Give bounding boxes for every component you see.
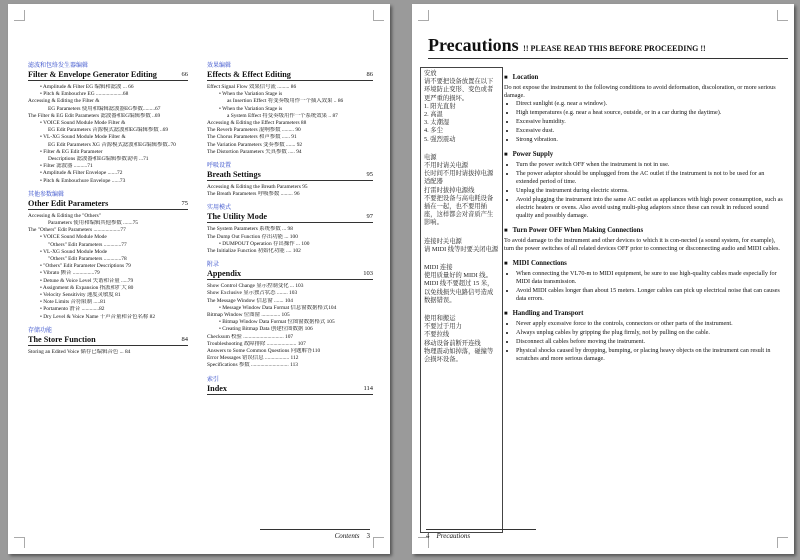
precaution-section [504, 74, 784, 144]
section-heading[interactable] [207, 384, 373, 395]
section-heading[interactable] [207, 70, 373, 81]
toc-entry[interactable]: • VOICE Sound Module Mode [40, 234, 107, 241]
toc-entry[interactable]: The Variation Parameters 变奏参数 ....... 92 [207, 141, 303, 148]
toc-entry[interactable]: The Distortion Parameters 失真参数 ..... 94 [207, 148, 302, 155]
toc-entry[interactable]: Accessing & Editing the "Others" [28, 212, 101, 219]
bullet-square-icon: ■ [504, 228, 508, 234]
precaution-heading [504, 74, 784, 81]
precaution-item: • Excessive dust. [516, 127, 784, 135]
toc-entry[interactable]: • Portamento 滑音 .............82 [40, 306, 105, 313]
section-page-number: 103 [363, 270, 373, 278]
toc-entry[interactable]: Accessing & Editing the Breath Parameters 95 [207, 184, 308, 191]
section-chinese-title: 索引 [207, 376, 220, 383]
toc-entry[interactable]: Troubleshooting 故障排除 ...................... 107 [207, 340, 306, 347]
title-text: Precautions [428, 35, 519, 55]
chinese-note: 连接时关电源 请 MIDI 线等时要关闭电源 [424, 237, 499, 253]
section-title: The Store Function [28, 334, 96, 344]
toc-entry[interactable]: • VL-XG Sound Module Mode [40, 248, 108, 255]
section-chinese-title: 滤波和包络发生器编辑 [28, 63, 89, 69]
crop-mark [373, 537, 384, 548]
contents-page [8, 4, 390, 554]
section-page-number: 75 [181, 199, 188, 207]
section-heading[interactable] [207, 269, 373, 280]
toc-entry[interactable]: • VL-XG Sound Module Mode Filter & [40, 134, 126, 141]
section-chinese-title: 附录 [207, 262, 220, 269]
chinese-notes-box [420, 67, 503, 533]
section-title: Filter & Envelope Generator Editing [28, 70, 157, 79]
section-title: Other Edit Parameters [28, 198, 109, 208]
section-heading[interactable] [207, 212, 373, 223]
precaution-item: • Unplug the instrument during electric storms. [516, 187, 784, 195]
section-title: Effects & Effect Editing [207, 70, 291, 79]
toc-entry[interactable]: Bitmap Window 位图窗 .............. 105 [207, 312, 290, 319]
toc-entry[interactable]: Show Exclusive 显示独占状态 ........ 103 [207, 290, 298, 297]
toc-entry[interactable]: as Insertion Effect 将变奏级用作一个插入效果 .. 86 [227, 98, 344, 105]
title-subtitle: !! PLEASE READ THIS BEFORE PROCEEDING !! [523, 44, 706, 53]
page-number: 3 [366, 532, 370, 540]
toc-section [28, 327, 188, 356]
precaution-item: • Avoid plugging the instrument into the same AC outlet as appliances with high power consumption, such as electric heaters or ovens. Also avoid using multi-plug adaptors since these can result in reduced sound quality and possibly damage. [516, 196, 784, 220]
toc-entry[interactable]: • DUMPOUT Operation 存出操作 ... 100 [219, 240, 310, 247]
toc-entry[interactable]: • "Others" Edit Parameter Descriptions 79 [40, 263, 131, 270]
toc-entry[interactable]: The Initialize Function 初始化功能 .... 102 [207, 248, 301, 255]
precaution-section [504, 260, 784, 303]
toc-section [207, 261, 373, 369]
precaution-heading-text: MIDI Connections [512, 260, 567, 267]
toc-entry[interactable]: • Filter & EG Edit Parameter [40, 148, 103, 155]
toc-entry[interactable]: • Assignment & Expansion 指派和扩大 80 [40, 284, 134, 291]
precaution-item: • Never apply excessive force to the controls, connectors or other parts of the instrument. [516, 320, 784, 328]
toc-entry[interactable]: • Filter 滤波器 ..........71 [40, 163, 93, 170]
precaution-item: • Turn the power switch OFF when the instrument is not in use. [516, 161, 784, 169]
page-footer [260, 529, 370, 540]
toc-entry[interactable]: Specifications 参数 ............................ 113 [207, 362, 298, 369]
toc-entry[interactable]: Show Control Change 显示控制变化 ... 103 [207, 283, 304, 290]
bullet-square-icon: ■ [504, 311, 508, 317]
section-page-number: 86 [366, 71, 373, 78]
section-chinese-title: 呼吸设置 [207, 163, 232, 170]
precaution-item: • When connecting the VL70-m to MIDI equipment, be sure to use high-quality cables made especially for MIDI data transmission. [516, 270, 784, 286]
section-chinese-title: 效果编辑 [207, 63, 232, 69]
section-chinese-title: 其他参数编辑 [28, 191, 65, 198]
toc-entry[interactable]: EG Edit Parameters XG 音源模式滤波和EG编辑参数..70 [48, 141, 176, 148]
bullet-square-icon: ■ [504, 261, 508, 267]
precaution-heading [504, 260, 784, 267]
precaution-item: • Physical shocks caused by dropping, bumping, or placing heavy objects on the instrument can result in scratches and more serious damage. [516, 347, 784, 363]
crop-mark [777, 537, 788, 548]
precaution-section [504, 227, 784, 253]
toc-entry[interactable]: Storing an Edited Voice 储存已编辑音色 ... 84 [28, 348, 131, 355]
toc-entry[interactable]: Accessing & Editing the Filter & [28, 98, 100, 105]
precaution-list [504, 161, 784, 220]
footer-label: Precautions [436, 532, 471, 540]
section-heading[interactable] [28, 199, 188, 210]
toc-section [207, 62, 373, 156]
precaution-heading-text: Turn Power OFF When Making Connections [512, 227, 644, 234]
section-heading[interactable] [28, 335, 188, 346]
bullet-square-icon: ■ [504, 152, 508, 158]
precaution-item: • High temperatures (e.g. near a heat source, outside, or in a car during the daytime). [516, 109, 784, 117]
toc-entry[interactable]: EG Parameters 使用和编辑滤波器EG参数.........67 [48, 105, 161, 112]
precaution-item: • Disconnect all cables before moving the instrument. [516, 338, 784, 346]
toc-entry[interactable]: The System Parameters 系统参数 ... 98 [207, 226, 293, 233]
toc-entry[interactable]: Checksum 校验 .............................. 107 [207, 333, 294, 340]
page-footer [426, 529, 536, 540]
toc-entry[interactable]: The "Others" Edit Parameters ....................77 [28, 227, 126, 234]
toc-entry[interactable]: Effect Signal Flow 效果信号流 ......... 86 [207, 84, 297, 90]
precaution-list [504, 320, 784, 363]
toc-entry[interactable]: The Message Window 信息窗 ....... 104 [207, 297, 293, 304]
section-title: Breath Settings [207, 170, 261, 180]
toc-section [28, 62, 188, 185]
footer-label: Contents [334, 532, 360, 540]
section-page-number: 97 [366, 213, 373, 221]
precaution-heading [504, 310, 784, 317]
contents-column-right [207, 62, 373, 401]
section-chinese-title: 实用模式 [207, 205, 232, 212]
crop-mark [14, 10, 25, 21]
section-heading[interactable] [207, 170, 373, 181]
toc-entry[interactable]: • When the Variation Stage is [219, 105, 283, 112]
toc-entry[interactable]: Answers to Some Common Questions 问题解答110 [207, 348, 321, 355]
precaution-heading [504, 151, 784, 158]
toc-entry[interactable]: The Reverb Parameters 混响参数 ......... 90 [207, 127, 301, 134]
bullet-square-icon: ■ [504, 75, 508, 81]
toc-section [207, 162, 373, 198]
page-title [428, 35, 788, 59]
toc-entry[interactable]: • Velocity Sensitivity 速度灵敏度 81 [40, 292, 121, 299]
chinese-note: 使用和搬运 不要过于用力 不要拉线 移动设备前断开连线 物理震动如掉落，碰撞等会损坏设备。 [424, 315, 494, 364]
toc-entry[interactable]: • Amplitude & Filter Envelope .......72 [40, 170, 123, 177]
toc-entry[interactable]: EG Edit Parameters 音源模式滤波和EG编辑参数 ..69 [48, 127, 169, 134]
section-title: Index [207, 383, 228, 393]
toc-entry[interactable]: a System Effect 将变奏级用作一个系统效果 .. 87 [227, 112, 338, 119]
precautions-page [412, 4, 794, 554]
toc-entry[interactable]: The Dump Out Function 存出功能 ... 100 [207, 233, 298, 240]
section-page-number: 114 [363, 384, 373, 392]
section-heading[interactable] [28, 70, 188, 81]
toc-entry[interactable]: • When the Variation Stage is [219, 91, 283, 98]
toc-entry[interactable]: • Dry Level & Voice Name 干声音量和音色名称 82 [40, 313, 156, 320]
toc-entry[interactable]: Accessing & Editing the Effect Parameters 88 [207, 120, 307, 127]
precaution-item: • The power adaptor should be unplugged from the AC outlet if the instrument is not to be used for an extended period of time. [516, 170, 784, 186]
crop-mark [373, 10, 384, 21]
toc-section [207, 376, 373, 395]
crop-mark [418, 10, 429, 21]
chinese-note: 电源 不用时请关电源 长时间不用时请拔掉电源适配器 打雷时拔掉电源线 不要把设备与高电耗设备插在一起，也不要用插座，这样都会对音质产生影响。 [424, 153, 494, 227]
chinese-note: MIDI 连接 使用质量好的 MIDI 线。 MIDI 线不要超过 15 米，以免线损失电路信号造成数据错误。 [424, 264, 494, 304]
precaution-list [504, 100, 784, 144]
toc-entry[interactable]: • Pitch & Embouchre EG ....................68 [40, 91, 129, 98]
toc-entry[interactable]: • Note Limits 音符限制 .....81 [40, 299, 106, 306]
section-title: The Utility Mode [207, 212, 268, 222]
precaution-text: To avoid damage to the instrument and other devices to which it is con-nected (a sound system, for example), turn the power switches of all related devices OFF prior to connecting or disconnecting audio and MIDI cables. [504, 237, 780, 252]
precautions-body [504, 74, 784, 370]
toc-entry[interactable]: The Breath Parameters 呼吸参数 ......... 96 [207, 191, 300, 198]
section-chinese-title: 存储功能 [28, 327, 53, 334]
precaution-heading-text: Location [512, 74, 539, 81]
toc-entry[interactable]: • Bitmap Window Data Format 位图窗数据格式 105 [219, 319, 335, 326]
toc-entry[interactable]: • Creating Bitmap Data 创建位图数据 106 [219, 326, 313, 333]
crop-mark [14, 537, 25, 548]
page-number: 4 [426, 532, 430, 540]
toc-section [207, 204, 373, 255]
section-page-number: 95 [366, 171, 373, 179]
toc-entry[interactable]: • Message Window Data Format 信息窗数据格式104 [219, 304, 337, 311]
chinese-note: 安放 请不要把设备放置在以下环境防止变形、变色或者更严重的损坏。 1. 阳光直射 2. 高温 3. 太潮湿 4. 多尘 5. 强烈震动 [424, 70, 494, 143]
precaution-section [504, 151, 784, 220]
toc-entry[interactable]: The Chorus Parameters 和声参数 ...... 91 [207, 134, 297, 141]
toc-section [28, 191, 188, 321]
toc-entry[interactable]: • Amplitude & Filter EG 编辑和滤波 ... 66 [40, 84, 134, 90]
precaution-item: • Avoid MIDI cables longer than about 15 meters. Longer cables can pick up electrical noise that can causes data errors. [516, 287, 784, 303]
contents-column-left [28, 62, 188, 362]
toc-entry[interactable]: "Others" Edit Parameters .............77 [48, 241, 127, 248]
precaution-item: • Strong vibration. [516, 136, 784, 144]
toc-entry[interactable]: Descriptions 滤波器和EG编辑参数说明 ...71 [48, 156, 149, 163]
crop-mark [777, 10, 788, 21]
precaution-list [504, 270, 784, 303]
toc-entry[interactable]: • Pitch & Embouchure Envelope ......73 [40, 177, 126, 184]
toc-entry[interactable]: Error Messages 错误信息 .................. 112 [207, 355, 299, 362]
toc-entry[interactable]: • Vibrato 颤音 ................79 [40, 270, 100, 277]
toc-entry[interactable]: Parameters 使用和编辑其他参数 .......75 [48, 220, 138, 227]
toc-entry[interactable]: The Filter & EG Edit Parameters 滤波器和EG编辑参数 ..69 [28, 112, 161, 119]
toc-entry[interactable]: • VOICE Sound Module Mode Filter & [40, 120, 126, 127]
toc-entry[interactable]: "Others" Edit Parameters .............78 [48, 256, 127, 263]
section-title: Appendix [207, 269, 242, 279]
precaution-text: Do not expose the instrument to the following conditions to avoid deformation, discoloration, or more serious damage. [504, 84, 776, 99]
section-page-number: 84 [181, 335, 188, 343]
precaution-item: • Always unplug cables by gripping the plug firmly, not by pulling on the cable. [516, 329, 784, 337]
precaution-heading [504, 227, 784, 234]
section-page-number: 66 [181, 71, 188, 78]
precaution-item: • Excessive humidity. [516, 118, 784, 126]
precaution-heading-text: Handling and Transport [512, 310, 584, 317]
precaution-heading-text: Power Supply [512, 151, 554, 158]
toc-entry[interactable]: • Detune & Voice Level 失谐和音量 .....79 [40, 277, 134, 284]
precaution-section [504, 310, 784, 363]
precaution-item: • Direct sunlight (e.g. near a window). [516, 100, 784, 108]
